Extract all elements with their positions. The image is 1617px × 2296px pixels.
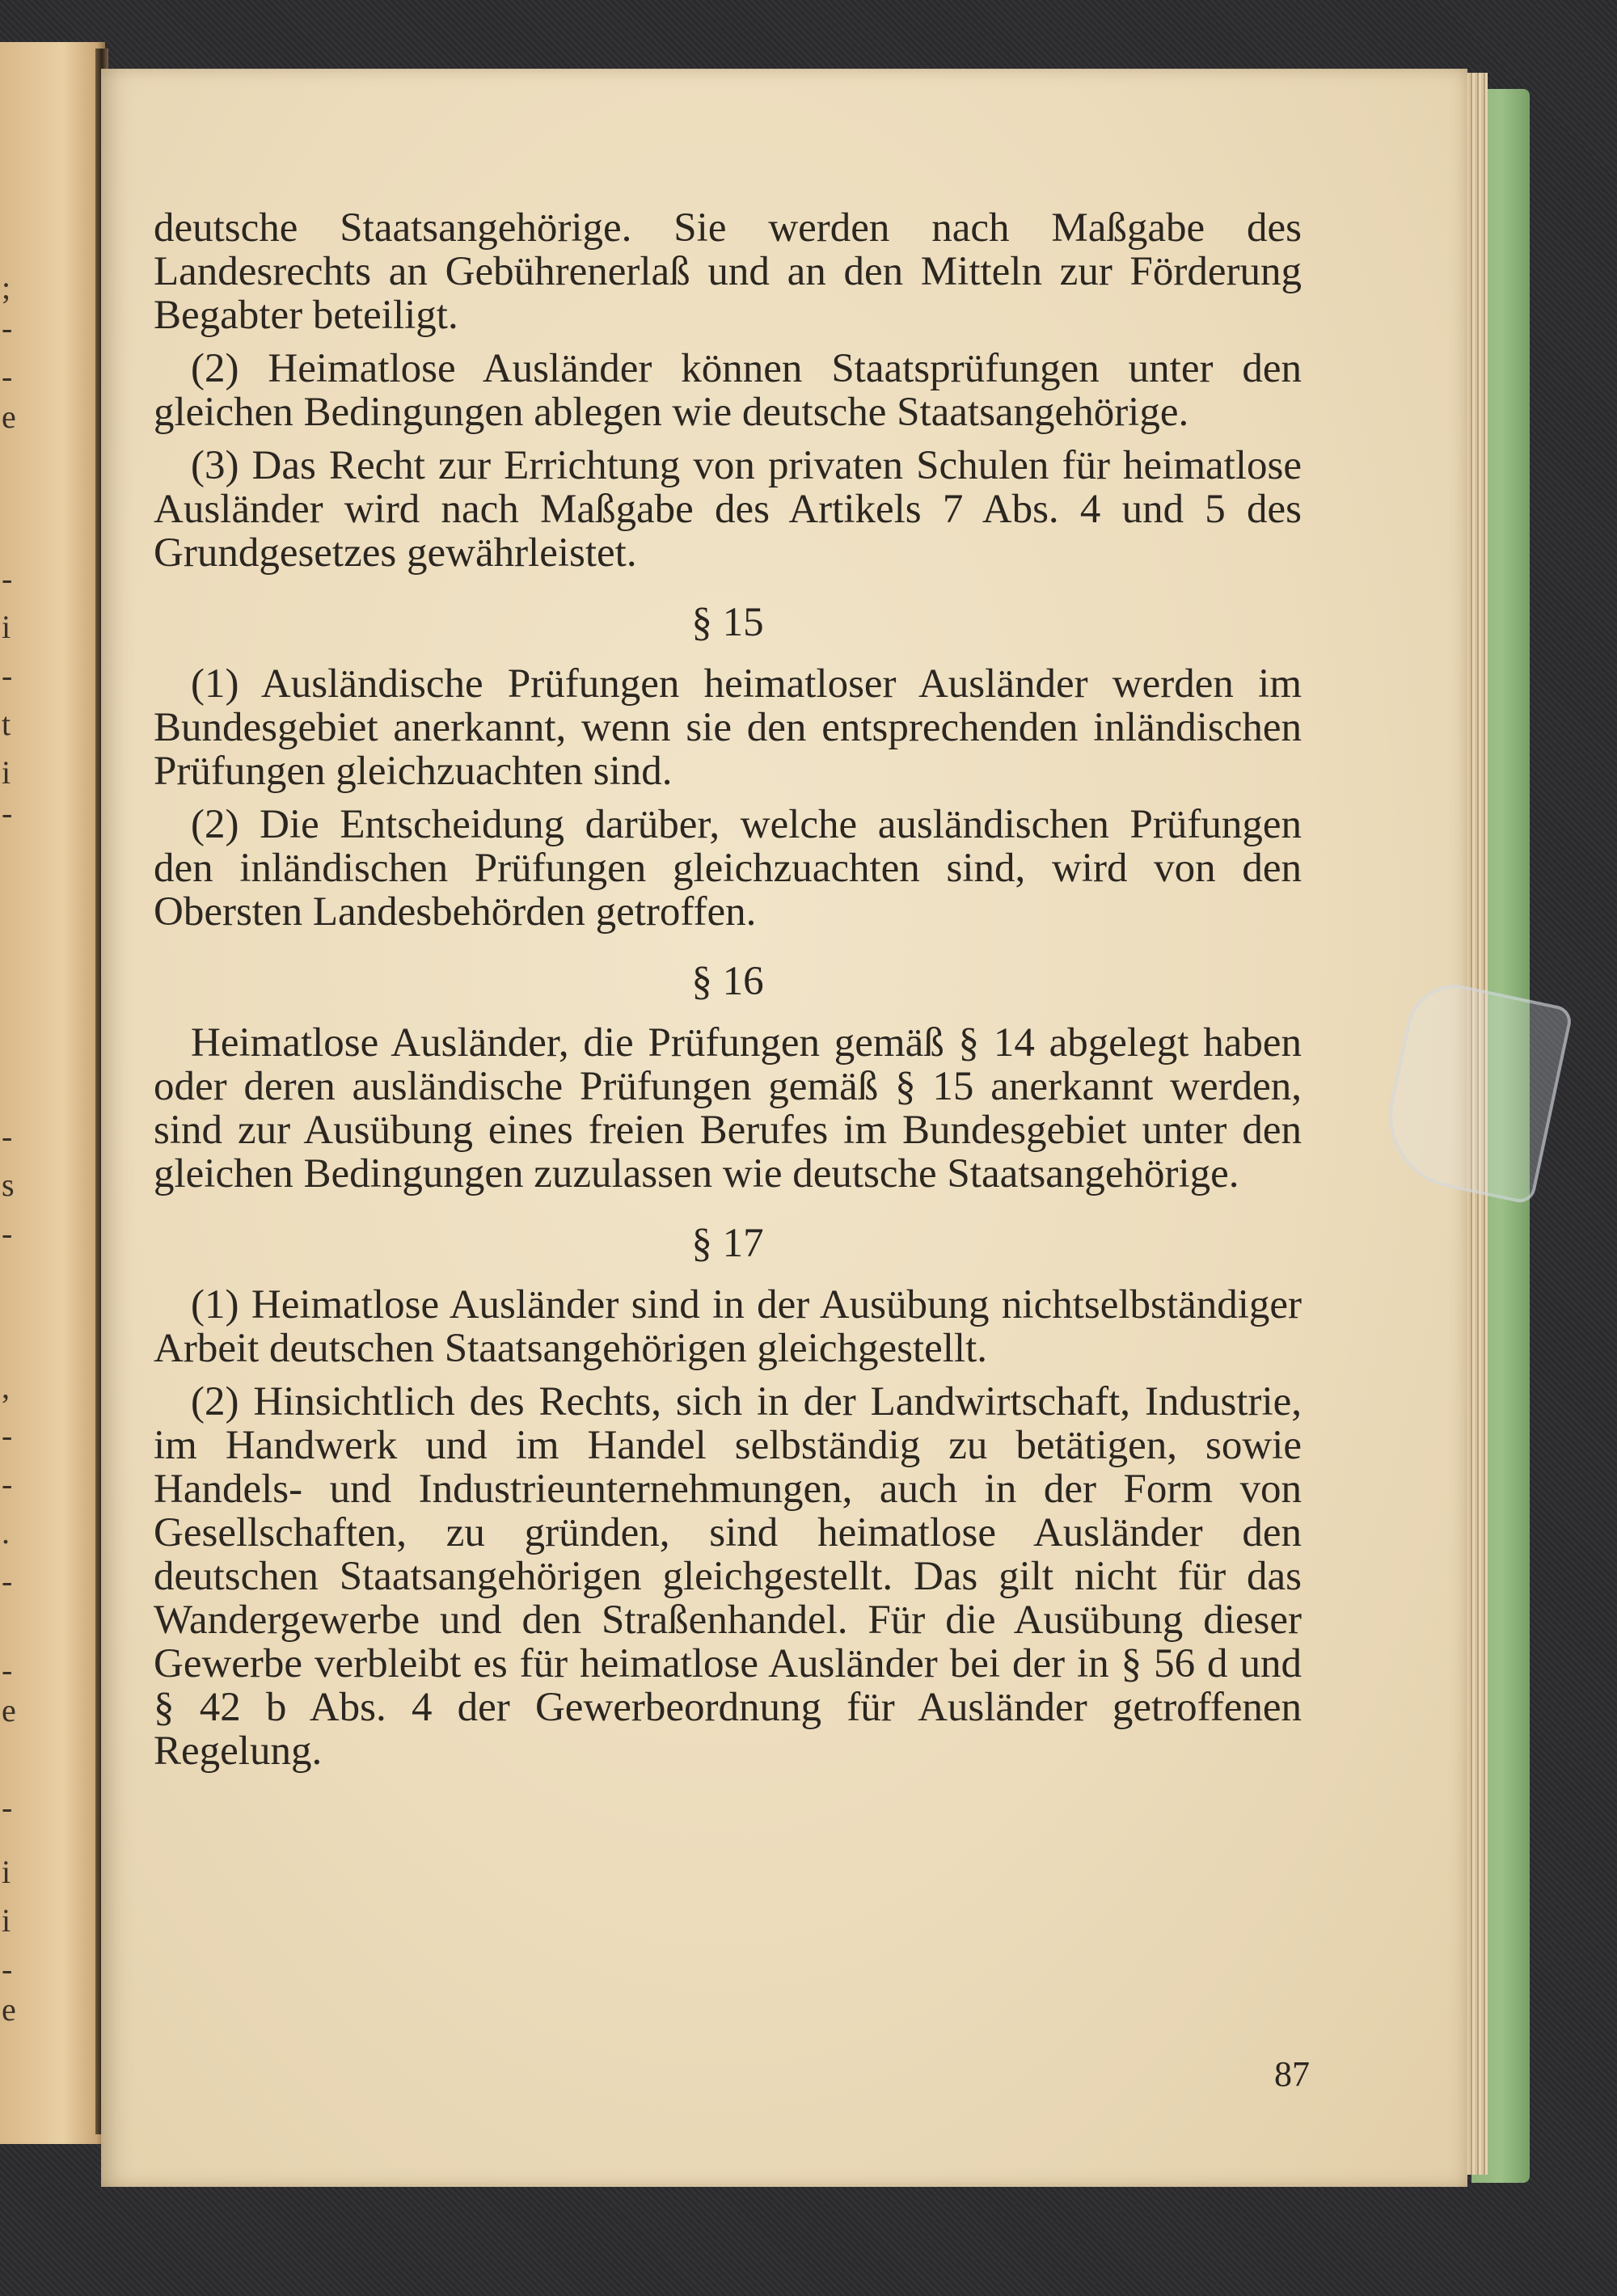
paragraph: (1) Ausländische Prüfungen heimatloser Ausländer werden im Bundesgebiet anerkannt, wenn sie den entsprechenden inländischen Prüfungen gleichzuachten sind. [154,661,1302,794]
paragraph: (2) Hinsichtlich des Rechts, sich in der Landwirtschaft, Industrie, im Handwerk und im Handel selbständig zu betätigen, sowie Handels- und Industrieunternehmungen, auch in der Form von Gesellschaften, zu gründen, sind heimatlose Ausländer den deutschen Staatsangehörigen gleichgestellt. Das gilt nicht für das Wandergewerbe und den Straßenhandel. Für die Ausübung dieser Gewerbe verbleibt es für heimatlose Ausländer bei der in § 56 d und § 42 b Abs. 4 der Gewerbeordnung für Ausländer getroffenen Regelung. [154,1379,1302,1774]
edge-char: - [2,1652,13,1688]
edge-char: i [2,1902,11,1939]
edge-char: - [2,1951,13,1987]
paragraph: (1) Heimatlose Ausländer sind in der Ausübung nichtselbständiger Arbeit deutschen Staatsangehörigen gleichgestellt. [154,1282,1302,1371]
edge-char: - [2,358,13,395]
edge-char: ; [2,269,11,306]
edge-char: i [2,754,11,791]
edge-char: - [2,1466,13,1502]
edge-char: t [2,706,11,742]
page-body [154,206,1302,1783]
edge-char: - [2,1215,13,1251]
edge-char: - [2,657,13,694]
left-page-edge [0,42,105,2144]
edge-char: - [2,795,13,831]
edge-char: - [2,310,13,346]
edge-char: s [2,1167,15,1203]
paragraph: (2) Heimatlose Ausländer können Staatsprüfungen unter den gleichen Bedingungen ablegen wie deutsche Staatsangehörige. [154,346,1302,435]
edge-char: i [2,1854,11,1890]
edge-char: i [2,609,11,645]
paragraph: (3) Das Recht zur Errichtung von privaten Schulen für heimatlose Ausländer wird nach Maßgabe des Artikels 7 Abs. 4 und 5 des Grundgesetzes gewährleistet. [154,443,1302,576]
edge-char: - [2,560,13,597]
edge-char: e [2,1991,16,2028]
section-heading: § 15 [691,600,764,645]
edge-char: - [2,1789,13,1825]
edge-char: , [2,1369,10,1405]
edge-char: e [2,1692,16,1728]
edge-char: - [2,1118,13,1154]
paragraph: deutsche Staatsangehörige. Sie werden nach Maßgabe des Landesrechts an Gebührenerlaß und an den Mitteln zur Förderung Begabter beteiligt. [154,205,1302,338]
section-heading: § 16 [691,959,764,1004]
edge-char: - [2,1417,13,1454]
paragraph: (2) Die Entscheidung darüber, welche ausländischen Prüfungen den inländischen Prüfungen gleichzuachten sind, wird von den Obersten Landesbehörden getroffen. [154,802,1302,935]
page-number: 87 [1274,2054,1310,2094]
paragraph: Heimatlose Ausländer, die Prüfungen gemäß § 14 abgelegt haben oder deren ausländische Prüfungen gemäß § 15 anerkannt werden, sind zur Ausübung eines freien Berufes im Bundesgebiet unter den gleichen Bedingungen zuzulassen wie deutsche Staatsangehörige. [154,1020,1302,1197]
edge-char: . [2,1514,10,1551]
section-heading: § 17 [691,1221,764,1266]
edge-char: e [2,399,16,435]
edge-char: - [2,1563,13,1599]
